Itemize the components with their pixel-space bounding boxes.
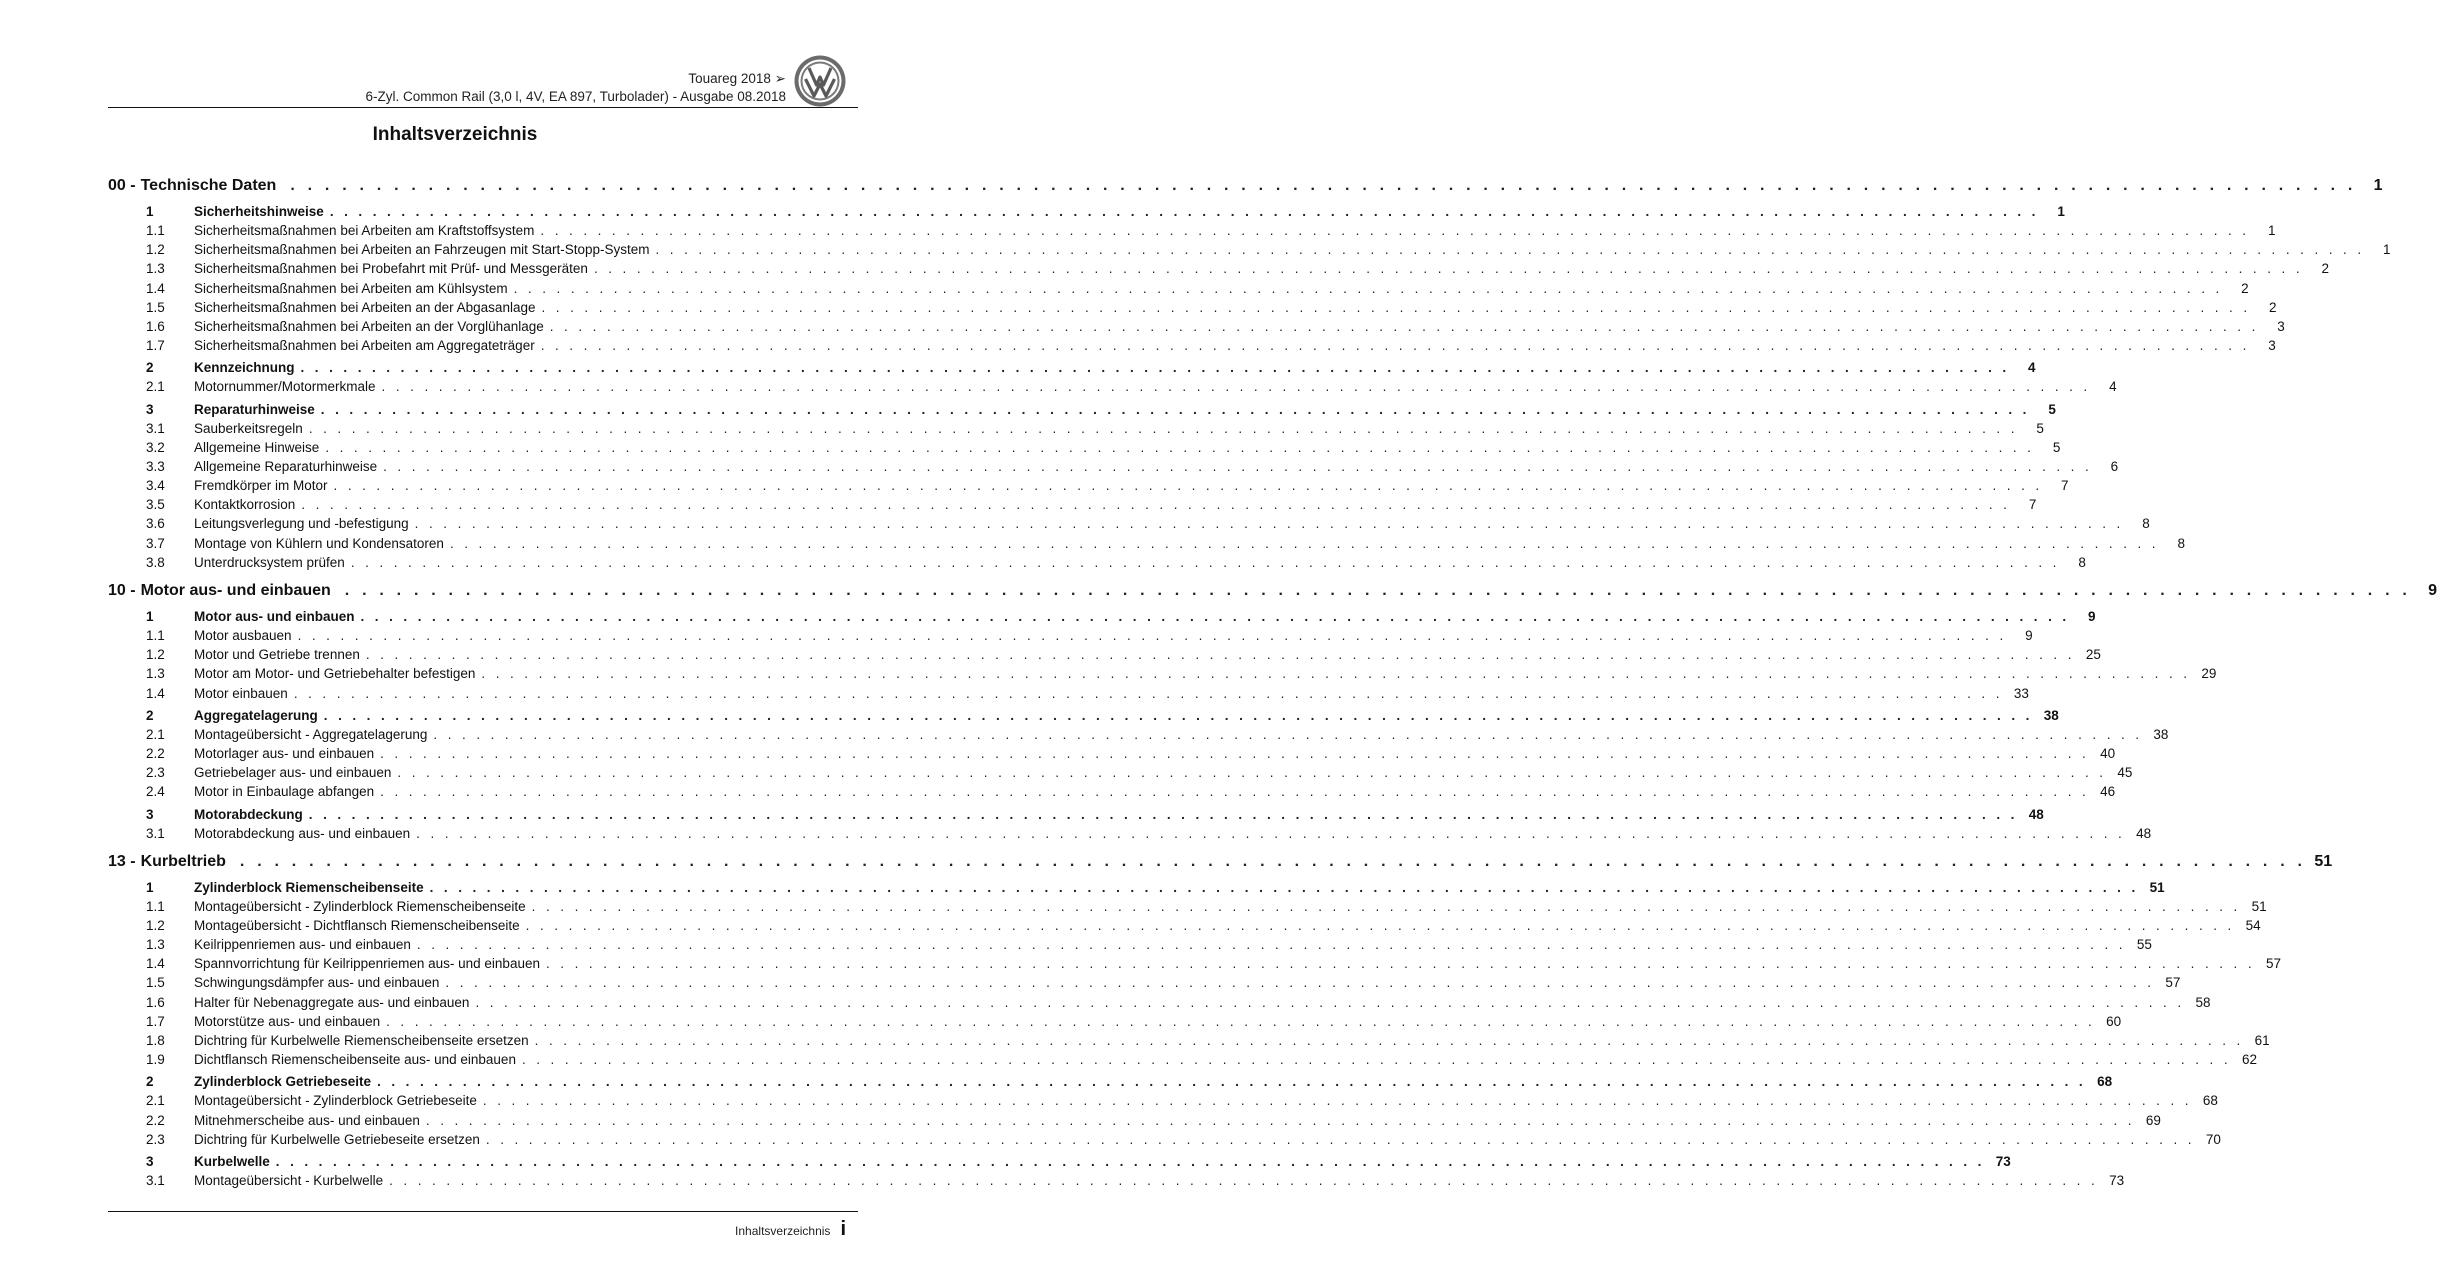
toc-item-entry[interactable] — [108, 765, 2133, 784]
toc-item-entry[interactable] — [108, 1033, 2270, 1052]
toc-item-entry[interactable] — [108, 497, 2037, 516]
page-title: Inhaltsverzeichnis — [372, 124, 538, 145]
toc-item-entry-page: 57 — [2165, 975, 2181, 991]
toc-chapter-entry[interactable] — [108, 177, 2383, 201]
toc-item-entry-page: 55 — [2136, 937, 2152, 953]
toc-item-entry-page: 2 — [2241, 280, 2249, 296]
toc-section-entry-page: 5 — [2048, 401, 2056, 417]
toc-item-entry[interactable] — [108, 1052, 2257, 1071]
toc-item-entry-num: 1.9 — [146, 1052, 165, 1068]
toc-section-entry[interactable] — [108, 1074, 2113, 1093]
toc-item-entry-num: 1.8 — [146, 1033, 165, 1048]
toc-item-entry-label: Sicherheitsmaßnahmen bei Probefahrt mit Prüf- und Messgeräten — [194, 261, 588, 277]
leader-dots: . . . . . . . . . . . . . . . . . . . . . . . . . . . . . . . . . . . . . . . . . . . . . . . . . . . . . . . . . . . . . . . . . . . . . . . . . . . . . . . . . . . . . . . . . . . . . . . . . . . . . . . . . . . . . . . . . . . . . . . . — [416, 937, 2126, 953]
leader-dots: . . . . . . . . . . . . . . . . . . . . . . . . . . . . . . . . . . . . . . . . . . . . . . . . . . . . . . . . . . . . . . . . . . . . . . . . . . . . . . . . . . . . . . . . . . . . . . . . . . . . . . . . . . . . . . . . . . . . . . . . — [383, 458, 2093, 474]
toc-item-entry-label: Sicherheitsmaßnahmen bei Arbeiten am Kühlsystem — [194, 280, 508, 296]
toc-item-entry[interactable] — [108, 1112, 2161, 1132]
toc-chapter-entry-label: Kurbeltrieb — [140, 852, 226, 870]
leader-dots: . . . . . . . . . . . . . . . . . . . . . . . . . . . . . . . . . . . . . . . . . . . . . . . . . . . . . . . . . . . . . . . . . . . . . . . . . . . . . . . . . . . . . . . . . . . . . . . . . . . . . . . . . . . . . . . . . . . . . . . . — [545, 956, 2256, 972]
toc-item-entry[interactable] — [108, 280, 2249, 300]
toc-item-entry-label: Sauberkeitsregeln — [194, 420, 303, 436]
toc-item-entry[interactable] — [108, 458, 2119, 478]
toc-item-entry-page: 73 — [2109, 1172, 2125, 1188]
toc-item-entry-label: Motor am Motor- und Getriebehalter befestigen — [194, 666, 476, 682]
leader-dots: . . . . . . . . . . . . . . . . . . . . . . . . . . . . . . . . . . . . . . . . . . . . . . . . . . . . . . . . . . . . . . . . . . . . . . . . . . . . . . . . . . . . . . . . . . . . . . . . . . . . . . . . . . . . . . . . . . . . . . . . — [293, 685, 2003, 701]
toc-item-entry-page: 29 — [2201, 666, 2217, 682]
leader-dots: . . . . . . . . . . . . . . . . . . . . . . . . . . . . . . . . . . . . . . . . . . . . . . . . . . . . . . . . . . . . . . . . . . . . . . . . . . . . . . . . . . . . . . . . . . . . . . . . . . . . . . . . . . . . . . . . . . . . . . . . — [481, 666, 2191, 682]
toc-item-entry-num: 1.4 — [146, 280, 165, 296]
toc-section-entry-label: Aggregatelagerung — [194, 707, 318, 723]
toc-item-entry-page: 62 — [2241, 1052, 2257, 1068]
toc-item-entry-label: Leitungsverlegung und -befestigung — [194, 516, 409, 532]
toc-item-entry-page: 2 — [2321, 261, 2329, 277]
leader-dots: . . . . . . . . . . . . . . . . . . . . . . . . . . . . . . . . . . . . . . . . . . . . . . . . . . . . . . . . . . . . . . . . . . . . . . . . . . . . . . . . . . . . . . . . . . . . . . . . . . . . . . . . . . . . . . . . . . . . . . . . — [300, 360, 2010, 376]
vw-logo-icon — [793, 54, 847, 108]
leader-dots: . . . . . . . . . . . . . . . . . . . . . . . . . . . . . . . . . . . . . . . . . . . . . . . . . . . . . . . . . . . . . . . . . . . . . . . . . . . . . . . . . . . . . . . . . . . . . . . . . . . . . . . . . . . . . . . . . . . . . . . . — [445, 975, 2155, 991]
toc-item-entry-page: 3 — [2277, 318, 2285, 334]
toc-chapter-entry-num: 10 - — [108, 582, 136, 599]
leader-dots: . . . . . . . . . . . . . . . . . . . . . . . . . . . . . . . . . . . . . . . . . . . . . . . . . . . . . . . . . . . . . . . . . . . . . . . . . . . . . . . . . . . . . . . . . . . . . . . . . . . . . . . . . . . . . . . . . . . . . . . . — [308, 806, 2018, 822]
toc-item-entry[interactable] — [108, 535, 2185, 555]
toc-item-entry-num: 2.3 — [146, 1131, 165, 1147]
leader-dots: . . . . . . . . . . . . . . . . . . . . . . . . . . . . . . . . . . . . . . . . . . . . . . . . . . . . . . . . . . . . . . . . . . . . . . . . . . . . . . . . . . . . . . . . . . . . . . . . . . . . . . . . . . . . . . . . . . . . . . . . — [541, 299, 2251, 315]
toc-section-entry-num: 1 — [146, 609, 154, 624]
toc-item-entry-num: 1.5 — [146, 299, 165, 315]
leader-dots: . . . . . . . . . . . . . . . . . . . . . . . . . . . . . . . . . . . . . . . . . . . . . . . . . . . . . . . . . . . . . . . . . . . . . . . . . . . . . . . . . . . . . . . . . . . . . . . . . . . . . . . . . . . . . . . . . . . . . . . . — [521, 1052, 2231, 1068]
toc-item-entry[interactable] — [108, 898, 2267, 918]
toc-chapter-entry-page: 9 — [2428, 582, 2437, 599]
toc-item-entry-num: 3.6 — [146, 516, 165, 532]
toc-item-entry-num: 1.4 — [146, 956, 165, 972]
leader-dots: . . . . . . . . . . . . . . . . . . . . . . . . . . . . . . . . . . . . . . . . . . . . . . . . . . . . . . . . . . . . . . . . . . . . . . . . . . . . . . . . . . . . . . . . . . . . . . . . . . . . . . . . . . . . . . . . . . . . . . . . — [344, 582, 2412, 599]
toc-item-entry[interactable] — [108, 223, 2276, 242]
toc-item-entry-page: 2 — [2269, 299, 2277, 315]
toc-chapter-entry[interactable] — [108, 582, 2437, 606]
toc-item-entry-page: 38 — [2153, 726, 2169, 742]
toc-section-entry-label: Motorabdeckung — [194, 806, 303, 822]
leader-dots: . . . . . . . . . . . . . . . . . . . . . . . . . . . . . . . . . . . . . . . . . . . . . . . . . . . . . . . . . . . . . . . . . . . . . . . . . . . . . . . . . . . . . . . . . . . . . . . . . . . . . . . . . . . . . . . . . . . . . . . . — [549, 318, 2259, 334]
toc-item-entry-label: Montageübersicht - Dichtflansch Riemenscheibenseite — [194, 917, 520, 933]
toc-item-entry[interactable] — [108, 420, 2044, 440]
leader-dots: . . . . . . . . . . . . . . . . . . . . . . . . . . . . . . . . . . . . . . . . . . . . . . . . . . . . . . . . . . . . . . . . . . . . . . . . . . . . . . . . . . . . . . . . . . . . . . . . . . . . . . . . . . . . . . . . . . . . . . . . — [531, 898, 2241, 914]
toc-item-entry-label: Motor einbauen — [194, 685, 288, 701]
toc-item-entry-label: Fremdkörper im Motor — [194, 478, 328, 494]
toc-section-entry-page: 9 — [2088, 609, 2096, 624]
footer-page-number: i — [840, 1218, 846, 1240]
toc-item-entry[interactable] — [108, 994, 2211, 1014]
leader-dots: . . . . . . . . . . . . . . . . . . . . . . . . . . . . . . . . . . . . . . . . . . . . . . . . . . . . . . . . . . . . . . . . . . . . . . . . . . . . . . . . . . . . . . . . . . . . . . . . . . . . . . . . . . . . . . . . . . . . . . . . — [325, 439, 2035, 455]
toc-item-entry-num: 3.2 — [146, 439, 165, 455]
toc-item-entry-label: Montageübersicht - Aggregatelagerung — [194, 726, 428, 742]
leader-dots: . . . . . . . . . . . . . . . . . . . . . . . . . . . . . . . . . . . . . . . . . . . . . . . . . . . . . . . . . . . . . . . . . . . . . . . . . . . . . . . . . . . . . . . . . . . . . . . . . . . . . . . . . . . . . . . . . . . . . . . . — [449, 535, 2159, 551]
table-of-contents — [108, 177, 2437, 1192]
leader-dots: . . . . . . . . . . . . . . . . . . . . . . . . . . . . . . . . . . . . . . . . . . . . . . . . . . . . . . . . . . . . . . . . . . . . . . . . . . . . . . . . . . . . . . . . . . . . . . . . . . . . . . . . . . . . . . . . . . . . . . . . — [485, 1131, 2195, 1147]
toc-item-entry[interactable] — [108, 784, 2116, 803]
toc-item-entry-page: 54 — [2245, 917, 2261, 933]
toc-item-entry-page: 25 — [2085, 647, 2101, 663]
leader-dots: . . . . . . . . . . . . . . . . . . . . . . . . . . . . . . . . . . . . . . . . . . . . . . . . . . . . . . . . . . . . . . . . . . . . . . . . . . . . . . . . . . . . . . . . . . . . . . . . . . . . . . . . . . . . . . . . . . . . . . . . — [416, 825, 2126, 841]
toc-item-entry-num: 1.6 — [146, 994, 165, 1010]
toc-item-entry-page: 8 — [2078, 554, 2086, 570]
leader-dots: . . . . . . . . . . . . . . . . . . . . . . . . . . . . . . . . . . . . . . . . . . . . . . . . . . . . . . . . . . . . . . . . . . . . . . . . . . . . . . . . . . . . . . . . . . . . . . . . . . . . . . . . . . . . . . . . . . . . . . . . — [433, 726, 2143, 742]
toc-item-entry[interactable] — [108, 628, 2033, 647]
toc-item-entry-label: Keilrippenriemen aus- und einbauen — [194, 937, 411, 953]
toc-item-entry-num: 1.2 — [146, 242, 165, 258]
toc-item-entry-num: 2.2 — [146, 745, 165, 761]
toc-item-entry-num: 2.1 — [146, 379, 165, 395]
toc-item-entry-page: 69 — [2145, 1112, 2161, 1128]
toc-item-entry[interactable] — [108, 825, 2152, 845]
toc-section-entry-label: Kennzeichnung — [194, 360, 295, 376]
toc-item-entry-page: 7 — [2028, 497, 2037, 513]
leader-dots: . . . . . . . . . . . . . . . . . . . . . . . . . . . . . . . . . . . . . . . . . . . . . . . . . . . . . . . . . . . . . . . . . . . . . . . . . . . . . . . . . . . . . . . . . . . . . . . . . . . . . . . . . . . . . . . . . . . . . . . . — [525, 917, 2235, 933]
leader-dots: . . . . . . . . . . . . . . . . . . . . . . . . . . . . . . . . . . . . . . . . . . . . . . . . . . . . . . . . . . . . . . . . . . . . . . . . . . . . . . . . . . . . . . . . . . . . . . . . . . . . . . . . . . . . . . . . . . . . . . . . — [513, 280, 2223, 296]
toc-item-entry-page: 58 — [2195, 994, 2211, 1010]
toc-item-entry-page: 33 — [2013, 685, 2029, 701]
toc-item-entry[interactable] — [108, 261, 2329, 280]
toc-item-entry-num: 1.4 — [146, 685, 165, 701]
leader-dots: . . . . . . . . . . . . . . . . . . . . . . . . . . . . . . . . . . . . . . . . . . . . . . . . . . . . . . . . . . . . . . . . . . . . . . . . . . . . . . . . . . . . . . . . . . . . . . . . . . . . . . . . . . . . . . . . . . . . . . . . — [380, 784, 2090, 800]
toc-item-entry-num: 2.2 — [146, 1112, 165, 1128]
toc-item-entry[interactable] — [108, 1131, 2221, 1151]
toc-section-entry-page: 73 — [1995, 1153, 2011, 1169]
leader-dots: . . . . . . . . . . . . . . . . . . . . . . . . . . . . . . . . . . . . . . . . . . . . . . . . . . . . . . . . . . . . . . . . . . . . . . . . . . . . . . . . . . . . . . . . . . . . . . . . . . . . . . . . . . . . . . . . . . . . . . . . — [429, 879, 2139, 895]
leader-dots: . . . . . . . . . . . . . . . . . . . . . . . . . . . . . . . . . . . . . . . . . . . . . . . . . . . . . . . . . . . . . . . . . . . . . . . . . . . . . . . . . . . . . . . . . . . . . . . . . . . . . . . . . . . . . . . . . . . . . . . . — [239, 852, 2307, 870]
toc-item-entry-num: 3.1 — [146, 825, 165, 841]
toc-item-entry-num: 1.2 — [146, 647, 165, 663]
toc-section-entry-page: 1 — [2057, 204, 2065, 219]
leader-dots: . . . . . . . . . . . . . . . . . . . . . . . . . . . . . . . . . . . . . . . . . . . . . . . . . . . . . . . . . . . . . . . . . . . . . . . . . . . . . . . . . . . . . . . . . . . . . . . . . . . . . . . . . . . . . . . . . . . . . . . . — [360, 609, 2070, 624]
toc-item-entry-label: Mitnehmerscheibe aus- und einbauen — [194, 1112, 420, 1128]
toc-item-entry-num: 3.1 — [146, 1172, 165, 1188]
toc-chapter-entry-page: 51 — [2314, 852, 2333, 870]
toc-item-entry-page: 57 — [2265, 956, 2282, 972]
toc-item-entry-page: 5 — [2052, 439, 2061, 455]
toc-section-entry[interactable] — [108, 806, 2044, 826]
toc-item-entry[interactable] — [108, 745, 2116, 765]
toc-item-entry-num: 2.1 — [146, 1093, 165, 1109]
toc-item-entry[interactable] — [108, 666, 2217, 685]
toc-item-entry[interactable] — [108, 379, 2117, 398]
toc-item-entry-label: Montageübersicht - Zylinderblock Riemenscheibenseite — [194, 898, 526, 914]
toc-item-entry-num: 1.2 — [146, 917, 165, 933]
leader-dots: . . . . . . . . . . . . . . . . . . . . . . . . . . . . . . . . . . . . . . . . . . . . . . . . . . . . . . . . . . . . . . . . . . . . . . . . . . . . . . . . . . . . . . . . . . . . . . . . . . . . . . . . . . . . . . . . . . . . . . . . — [540, 223, 2250, 238]
toc-item-entry-label: Halter für Nebenaggregate aus- und einbauen — [194, 994, 470, 1010]
toc-item-entry-num: 1.7 — [146, 338, 165, 354]
toc-item-entry-label: Dichtring für Kurbelwelle Getriebeseite ersetzen — [194, 1131, 480, 1147]
toc-item-entry[interactable] — [108, 956, 2282, 975]
toc-item-entry-num: 1.3 — [146, 666, 165, 682]
toc-chapter — [108, 177, 2391, 574]
header-engine: 6-Zyl. Common Rail (3,0 l, 4V, EA 897, Turbolader) - Ausgabe 08.2018 — [365, 89, 786, 104]
toc-item-entry[interactable] — [108, 937, 2152, 956]
leader-dots: . . . . . . . . . . . . . . . . . . . . . . . . . . . . . . . . . . . . . . . . . . . . . . . . . . . . . . . . . . . . . . . . . . . . . . . . . . . . . . . . . . . . . . . . . . . . . . . . . . . . . . . . . . . . . . . . . . . . . . . . — [333, 478, 2043, 494]
toc-item-entry-label: Dichtring für Kurbelwelle Riemenscheibenseite ersetzen — [194, 1033, 529, 1048]
toc-section-entry-page: 68 — [2097, 1074, 2113, 1090]
leader-dots: . . . . . . . . . . . . . . . . . . . . . . . . . . . . . . . . . . . . . . . . . . . . . . . . . . . . . . . . . . . . . . . . . . . . . . . . . . . . . . . . . . . . . . . . . . . . . . . . . . . . . . . . . . . . . . . . . . . . . . . . — [414, 516, 2124, 532]
toc-item-entry-label: Spannvorrichtung für Keilrippenriemen aus- und einbauen — [194, 956, 540, 972]
toc-chapter — [108, 582, 2437, 845]
toc-item-entry-page: 70 — [2205, 1131, 2221, 1147]
toc-item-entry-label: Kontaktkorrosion — [194, 497, 296, 513]
toc-section-entry-num: 3 — [146, 806, 154, 822]
toc-section-entry-num: 2 — [146, 707, 154, 723]
toc-section-entry[interactable] — [108, 401, 2056, 421]
toc-section-entry-page: 48 — [2028, 806, 2044, 822]
toc-item-entry[interactable] — [108, 1013, 2122, 1033]
toc-chapter-entry-label: Technische Daten — [140, 177, 277, 194]
toc-item-entry-num: 1.1 — [146, 898, 165, 914]
leader-dots: . . . . . . . . . . . . . . . . . . . . . . . . . . . . . . . . . . . . . . . . . . . . . . . . . . . . . . . . . . . . . . . . . . . . . . . . . . . . . . . . . . . . . . . . . . . . . . . . . . . . . . . . . . . . . . . . . . . . . . . . — [301, 497, 2011, 513]
leader-dots: . . . . . . . . . . . . . . . . . . . . . . . . . . . . . . . . . . . . . . . . . . . . . . . . . . . . . . . . . . . . . . . . . . . . . . . . . . . . . . . . . . . . . . . . . . . . . . . . . . . . . . . . . . . . . . . . . . . . . . . . — [655, 242, 2365, 258]
header-divider — [108, 107, 858, 108]
toc-item-entry-label: Sicherheitsmaßnahmen bei Arbeiten am Aggregateträger — [194, 338, 535, 354]
leader-dots: . . . . . . . . . . . . . . . . . . . . . . . . . . . . . . . . . . . . . . . . . . . . . . . . . . . . . . . . . . . . . . . . . . . . . . . . . . . . . . . . . . . . . . . . . . . . . . . . . . . . . . . . . . . . . . . . . . . . . . . . — [540, 338, 2250, 354]
toc-item-entry-page: 5 — [2036, 420, 2044, 436]
leader-dots: . . . . . . . . . . . . . . . . . . . . . . . . . . . . . . . . . . . . . . . . . . . . . . . . . . . . . . . . . . . . . . . . . . . . . . . . . . . . . . . . . . . . . . . . . . . . . . . . . . . . . . . . . . . . . . . . . . . . . . . . — [425, 1112, 2135, 1128]
toc-item-entry-label: Sicherheitsmaßnahmen bei Arbeiten am Kraftstoffsystem — [194, 223, 535, 238]
toc-item-entry-page: 60 — [2106, 1013, 2122, 1029]
toc-section-entry-num: 3 — [146, 401, 154, 417]
toc-item-entry-page: 51 — [2251, 898, 2267, 914]
toc-item-entry[interactable] — [108, 439, 2061, 459]
toc-item-entry-page: 1 — [2383, 242, 2391, 258]
toc-section-entry[interactable] — [108, 879, 2165, 899]
toc-item-entry-label: Sicherheitsmaßnahmen bei Arbeiten an Fahrzeugen mit Start-Stopp-System — [194, 242, 650, 258]
toc-item-entry-label: Sicherheitsmaßnahmen bei Arbeiten an der Abgasanlage — [194, 299, 536, 315]
toc-item-entry-page: 8 — [2177, 535, 2185, 551]
toc-chapter-entry-page: 1 — [2373, 177, 2383, 194]
toc-item-entry-num: 2.1 — [146, 726, 165, 742]
toc-section-entry-label: Sicherheitshinweise — [194, 204, 324, 219]
toc-item-entry-num: 3.5 — [146, 497, 165, 513]
toc-item-entry-num: 1.1 — [146, 223, 165, 238]
toc-section-entry-page: 4 — [2028, 360, 2036, 376]
leader-dots: . . . . . . . . . . . . . . . . . . . . . . . . . . . . . . . . . . . . . . . . . . . . . . . . . . . . . . . . . . . . . . . . . . . . . . . . . . . . . . . . . . . . . . . . . . . . . . . . . . . . . . . . . . . . . . . . . . . . . . . . — [329, 204, 2039, 219]
toc-item-entry-page: 3 — [2268, 338, 2276, 354]
page-footer — [735, 1218, 846, 1241]
leader-dots: . . . . . . . . . . . . . . . . . . . . . . . . . . . . . . . . . . . . . . . . . . . . . . . . . . . . . . . . . . . . . . . . . . . . . . . . . . . . . . . . . . . . . . . . . . . . . . . . . . . . . . . . . . . . . . . . . . . . . . . . — [482, 1093, 2192, 1109]
toc-section-entry[interactable] — [108, 360, 2036, 379]
leader-dots: . . . . . . . . . . . . . . . . . . . . . . . . . . . . . . . . . . . . . . . . . . . . . . . . . . . . . . . . . . . . . . . . . . . . . . . . . . . . . . . . . . . . . . . . . . . . . . . . . . . . . . . . . . . . . . . . . . . . . . . . — [297, 628, 2007, 643]
leader-dots: . . . . . . . . . . . . . . . . . . . . . . . . . . . . . . . . . . . . . . . . . . . . . . . . . . . . . . . . . . . . . . . . . . . . . . . . . . . . . . . . . . . . . . . . . . . . . . . . . . . . . . . . . . . . . . . . . . . . . . . . — [350, 554, 2060, 570]
toc-item-entry[interactable] — [108, 1172, 2125, 1192]
toc-item-entry-page: 68 — [2202, 1093, 2218, 1109]
toc-item-entry-label: Schwingungsdämpfer aus- und einbauen — [194, 975, 440, 991]
page-header — [108, 70, 786, 106]
toc-item-entry-num: 1.6 — [146, 318, 165, 334]
toc-item-entry-page: 46 — [2100, 784, 2116, 800]
toc-section-entry-page: 51 — [2149, 879, 2165, 895]
toc-item-entry-label: Getriebelager aus- und einbauen — [194, 765, 392, 781]
toc-section-entry-label: Zylinderblock Getriebeseite — [194, 1074, 372, 1090]
toc-item-entry-label: Montageübersicht - Zylinderblock Getriebeseite — [194, 1093, 477, 1109]
leader-dots: . . . . . . . . . . . . . . . . . . . . . . . . . . . . . . . . . . . . . . . . . . . . . . . . . . . . . . . . . . . . . . . . . . . . . . . . . . . . . . . . . . . . . . . . . . . . . . . . . . . . . . . . . . . . . . . . . . . . . . . . — [593, 261, 2303, 277]
toc-item-entry-num: 3.8 — [146, 554, 165, 570]
leader-dots: . . . . . . . . . . . . . . . . . . . . . . . . . . . . . . . . . . . . . . . . . . . . . . . . . . . . . . . . . . . . . . . . . . . . . . . . . . . . . . . . . . . . . . . . . . . . . . . . . . . . . . . . . . . . . . . . . . . . . . . . — [397, 765, 2107, 781]
leader-dots: . . . . . . . . . . . . . . . . . . . . . . . . . . . . . . . . . . . . . . . . . . . . . . . . . . . . . . . . . . . . . . . . . . . . . . . . . . . . . . . . . . . . . . . . . . . . . . . . . . . . . . . . . . . . . . . . . . . . . . . . — [320, 401, 2030, 417]
toc-item-entry-page: 8 — [2142, 516, 2150, 532]
toc-item-entry-page: 45 — [2117, 765, 2133, 781]
toc-item-entry[interactable] — [108, 685, 2029, 705]
toc-item-entry[interactable] — [108, 478, 2069, 497]
toc-section-entry[interactable] — [108, 204, 2065, 223]
toc-section-entry-num: 2 — [146, 1074, 154, 1090]
toc-item-entry[interactable] — [108, 299, 2277, 319]
toc-section-entry-label: Reparaturhinweise — [194, 401, 315, 417]
toc-item-entry[interactable] — [108, 242, 2391, 261]
leader-dots: . . . . . . . . . . . . . . . . . . . . . . . . . . . . . . . . . . . . . . . . . . . . . . . . . . . . . . . . . . . . . . . . . . . . . . . . . . . . . . . . . . . . . . . . . . . . . . . . . . . . . . . . . . . . . . . . . . . . . . . . — [389, 1172, 2099, 1188]
leader-dots: . . . . . . . . . . . . . . . . . . . . . . . . . . . . . . . . . . . . . . . . . . . . . . . . . . . . . . . . . . . . . . . . . . . . . . . . . . . . . . . . . . . . . . . . . . . . . . . . . . . . . . . . . . . . . . . . . . . . . . . . — [534, 1033, 2244, 1048]
toc-item-entry-label: Unterdrucksystem prüfen — [194, 554, 345, 570]
toc-item-entry-num: 1.3 — [146, 937, 165, 953]
toc-item-entry-label: Motor in Einbaulage abfangen — [194, 784, 375, 800]
toc-section-entry[interactable] — [108, 707, 2059, 727]
toc-item-entry-label: Dichtflansch Riemenscheibenseite aus- und einbauen — [194, 1052, 516, 1068]
toc-section-entry[interactable] — [108, 609, 2096, 628]
toc-item-entry-page: 9 — [2025, 628, 2033, 643]
toc-item-entry-num: 2.4 — [146, 784, 165, 800]
toc-item-entry-num: 1.5 — [146, 975, 165, 991]
toc-chapter-entry-num: 00 - — [108, 177, 136, 194]
toc-section-entry-label: Zylinderblock Riemenscheibenseite — [194, 879, 424, 895]
toc-item-entry-page: 40 — [2100, 745, 2116, 761]
toc-item-entry-label: Motornummer/Motormerkmale — [194, 379, 376, 395]
toc-item-entry-num: 3.4 — [146, 478, 165, 494]
toc-section-entry-num: 3 — [146, 1153, 154, 1169]
toc-item-entry-label: Allgemeine Reparaturhinweise — [194, 458, 378, 474]
toc-item-entry-num: 3.1 — [146, 420, 165, 436]
toc-section-entry[interactable] — [108, 1153, 2011, 1173]
toc-item-entry-page: 6 — [2110, 458, 2119, 474]
toc-item-entry[interactable] — [108, 975, 2181, 994]
toc-item-entry-label: Montage von Kühlern und Kondensatoren — [194, 535, 444, 551]
header-model: Touareg 2018 ➢ — [688, 71, 786, 86]
toc-chapter-entry[interactable] — [108, 852, 2333, 877]
toc-section-entry-page: 38 — [2043, 707, 2059, 723]
toc-item-entry[interactable] — [108, 554, 2086, 574]
toc-chapter-entry-num: 13 - — [108, 852, 136, 870]
leader-dots: . . . . . . . . . . . . . . . . . . . . . . . . . . . . . . . . . . . . . . . . . . . . . . . . . . . . . . . . . . . . . . . . . . . . . . . . . . . . . . . . . . . . . . . . . . . . . . . . . . . . . . . . . . . . . . . . . . . . . . . . — [308, 420, 2018, 436]
leader-dots: . . . . . . . . . . . . . . . . . . . . . . . . . . . . . . . . . . . . . . . . . . . . . . . . . . . . . . . . . . . . . . . . . . . . . . . . . . . . . . . . . . . . . . . . . . . . . . . . . . . . . . . . . . . . . . . . . . . . . . . . — [381, 379, 2091, 395]
footer-title: Inhaltsverzeichnis — [735, 1224, 831, 1238]
toc-item-entry-page: 4 — [2109, 379, 2117, 395]
toc-item-entry-label: Motor und Getriebe trennen — [194, 647, 360, 663]
leader-dots: . . . . . . . . . . . . . . . . . . . . . . . . . . . . . . . . . . . . . . . . . . . . . . . . . . . . . . . . . . . . . . . . . . . . . . . . . . . . . . . . . . . . . . . . . . . . . . . . . . . . . . . . . . . . . . . . . . . . . . . . — [386, 1013, 2096, 1029]
leader-dots: . . . . . . . . . . . . . . . . . . . . . . . . . . . . . . . . . . . . . . . . . . . . . . . . . . . . . . . . . . . . . . . . . . . . . . . . . . . . . . . . . . . . . . . . . . . . . . . . . . . . . . . . . . . . . . . . . . . . . . . . — [290, 177, 2357, 194]
toc-item-entry[interactable] — [108, 516, 2150, 535]
toc-section-entry-label: Motor aus- und einbauen — [194, 609, 355, 624]
toc-item-entry[interactable] — [108, 318, 2285, 338]
toc-chapter-entry-label: Motor aus- und einbauen — [140, 582, 331, 599]
toc-section-entry-num: 1 — [146, 879, 154, 895]
toc-item-entry-page: 48 — [2136, 825, 2152, 841]
toc-item-entry-page: 7 — [2061, 478, 2069, 494]
leader-dots: . . . . . . . . . . . . . . . . . . . . . . . . . . . . . . . . . . . . . . . . . . . . . . . . . . . . . . . . . . . . . . . . . . . . . . . . . . . . . . . . . . . . . . . . . . . . . . . . . . . . . . . . . . . . . . . . . . . . . . . . — [380, 745, 2090, 761]
leader-dots: . . . . . . . . . . . . . . . . . . . . . . . . . . . . . . . . . . . . . . . . . . . . . . . . . . . . . . . . . . . . . . . . . . . . . . . . . . . . . . . . . . . . . . . . . . . . . . . . . . . . . . . . . . . . . . . . . . . . . . . . — [323, 707, 2033, 723]
toc-item-entry-label: Allgemeine Hinweise — [194, 439, 320, 455]
leader-dots: . . . . . . . . . . . . . . . . . . . . . . . . . . . . . . . . . . . . . . . . . . . . . . . . . . . . . . . . . . . . . . . . . . . . . . . . . . . . . . . . . . . . . . . . . . . . . . . . . . . . . . . . . . . . . . . . . . . . . . . . — [475, 994, 2185, 1010]
toc-item-entry-label: Sicherheitsmaßnahmen bei Arbeiten an der Vorglühanlage — [194, 318, 544, 334]
toc-item-entry-num: 1.7 — [146, 1013, 165, 1029]
toc-item-entry-num: 3.3 — [146, 458, 165, 474]
toc-item-entry-page: 1 — [2267, 223, 2276, 238]
leader-dots: . . . . . . . . . . . . . . . . . . . . . . . . . . . . . . . . . . . . . . . . . . . . . . . . . . . . . . . . . . . . . . . . . . . . . . . . . . . . . . . . . . . . . . . . . . . . . . . . . . . . . . . . . . . . . . . . . . . . . . . . — [377, 1074, 2087, 1090]
toc-item-entry[interactable] — [108, 917, 2261, 937]
toc-item-entry-label: Motorlager aus- und einbauen — [194, 745, 375, 761]
toc-item-entry-label: Motorabdeckung aus- und einbauen — [194, 825, 411, 841]
toc-item-entry[interactable] — [108, 647, 2101, 666]
toc-item-entry[interactable] — [108, 1093, 2218, 1112]
footer-divider — [108, 1211, 858, 1212]
toc-section-entry-num: 1 — [146, 204, 154, 219]
toc-item-entry-num: 1.1 — [146, 628, 165, 643]
toc-item-entry-num: 3.7 — [146, 535, 165, 551]
toc-section-entry-num: 2 — [146, 360, 154, 376]
toc-section-entry-label: Kurbelwelle — [194, 1153, 270, 1169]
toc-item-entry[interactable] — [108, 726, 2169, 746]
toc-item-entry-page: 61 — [2254, 1033, 2270, 1048]
toc-item-entry-label: Montageübersicht - Kurbelwelle — [194, 1172, 384, 1188]
toc-item-entry-num: 1.3 — [146, 261, 165, 277]
leader-dots: . . . . . . . . . . . . . . . . . . . . . . . . . . . . . . . . . . . . . . . . . . . . . . . . . . . . . . . . . . . . . . . . . . . . . . . . . . . . . . . . . . . . . . . . . . . . . . . . . . . . . . . . . . . . . . . . . . . . . . . . — [365, 647, 2075, 663]
toc-item-entry-label: Motor ausbauen — [194, 628, 292, 643]
toc-item-entry-num: 2.3 — [146, 765, 165, 781]
leader-dots: . . . . . . . . . . . . . . . . . . . . . . . . . . . . . . . . . . . . . . . . . . . . . . . . . . . . . . . . . . . . . . . . . . . . . . . . . . . . . . . . . . . . . . . . . . . . . . . . . . . . . . . . . . . . . . . . . . . . . . . . — [275, 1153, 1985, 1169]
toc-item-entry[interactable] — [108, 338, 2276, 357]
toc-chapter — [108, 852, 2333, 1192]
toc-item-entry-label: Motorstütze aus- und einbauen — [194, 1013, 381, 1029]
